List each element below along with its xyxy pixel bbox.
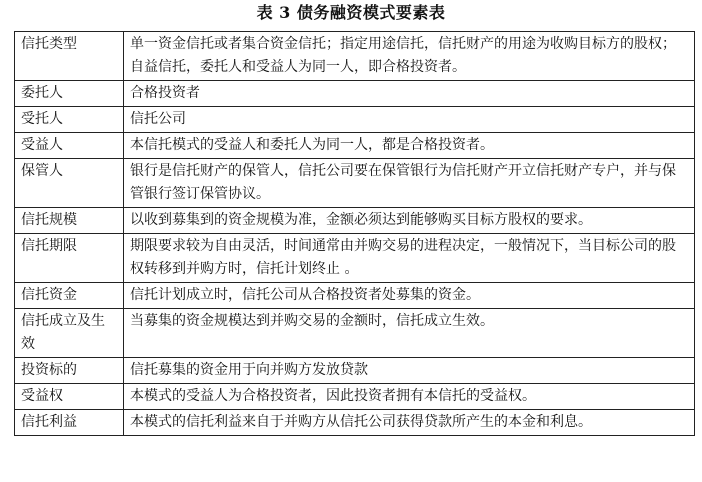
row-description: 当募集的资金规模达到并购交易的金额时，信托成立生效。 [124,309,695,358]
row-description: 期限要求较为自由灵活，时间通常由并购交易的进程决定，一般情况下，当目标公司的股权转移到并购方时，信托计划终止 。 [124,234,695,283]
table-row [15,159,695,208]
row-description: 以收到募集到的资金规模为准，金额必须达到能够购买目标方股权的要求。 [124,208,695,234]
table-row [15,358,695,384]
row-description: 本模式的信托利益来自于并购方从信托公司获得贷款所产生的本金和利息。 [124,410,695,436]
row-term: 委托人 [15,81,124,107]
row-description: 本信托模式的受益人和委托人为同一人，都是合格投资者。 [124,133,695,159]
table-row [15,107,695,133]
row-description: 单一资金信托或者集合资金信托；指定用途信托，信托财产的用途为收购目标方的股权；自益信托，委托人和受益人为同一人，即合格投资者。 [124,32,695,81]
row-term: 信托期限 [15,234,124,283]
row-term: 信托资金 [15,283,124,309]
row-term: 信托成立及生效 [15,309,124,358]
table-row [15,234,695,283]
row-term: 信托类型 [15,32,124,81]
row-term: 信托规模 [15,208,124,234]
row-term: 受益权 [15,384,124,410]
table-row [15,384,695,410]
table-row [15,208,695,234]
table-row [15,410,695,436]
row-description: 信托公司 [124,107,695,133]
row-term: 受托人 [15,107,124,133]
row-term: 保管人 [15,159,124,208]
table-row [15,32,695,81]
elements-table [14,31,695,436]
table-caption: 表 3 债务融资模式要素表 [256,3,446,22]
table-row [15,133,695,159]
row-description: 信托募集的资金用于向并购方发放贷款 [124,358,695,384]
table-row [15,81,695,107]
row-description: 合格投资者 [124,81,695,107]
row-description: 本模式的受益人为合格投资者，因此投资者拥有本信托的受益权。 [124,384,695,410]
table-row [15,283,695,309]
row-term: 受益人 [15,133,124,159]
row-term: 信托利益 [15,410,124,436]
table-row [15,309,695,358]
row-description: 银行是信托财产的保管人，信托公司要在保管银行为信托财产开立信托财产专户，并与保管银行签订保管协议。 [124,159,695,208]
row-description: 信托计划成立时，信托公司从合格投资者处募集的资金。 [124,283,695,309]
row-term: 投资标的 [15,358,124,384]
